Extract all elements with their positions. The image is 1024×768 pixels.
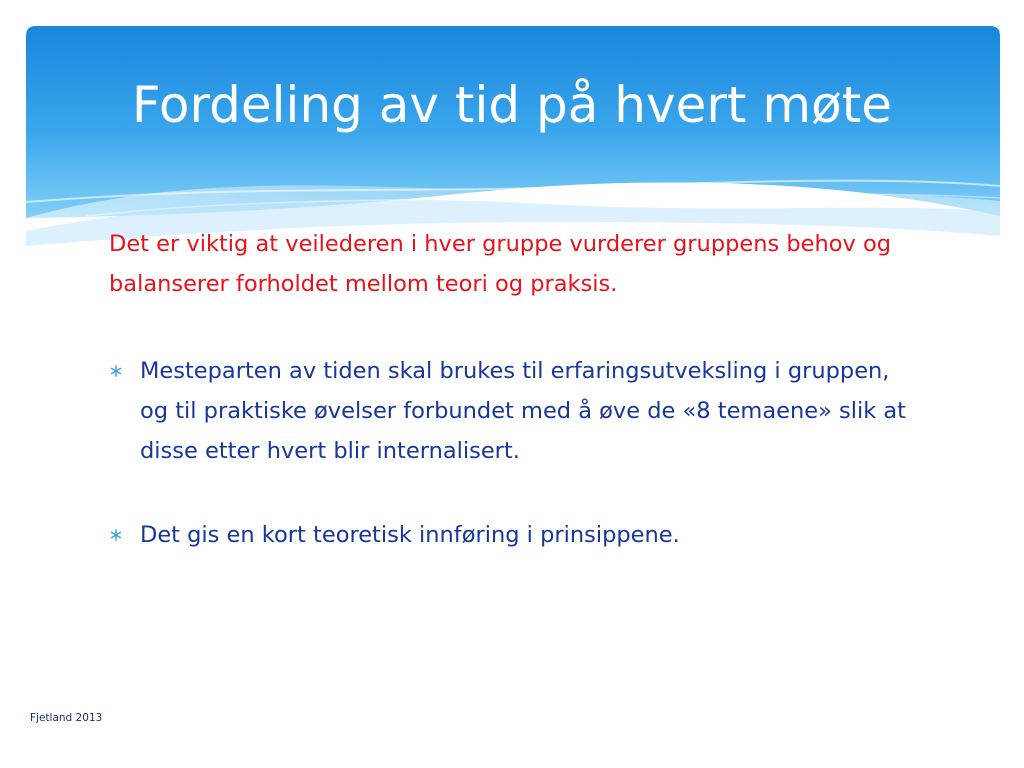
asterisk-bullet-icon bbox=[109, 351, 123, 391]
list-item bbox=[109, 351, 909, 471]
footer-text: Fjetland 2013 bbox=[30, 712, 103, 724]
bullet-list bbox=[109, 351, 909, 599]
intro-paragraph: Det er viktig at veilederen i hver gruppe vurderer gruppens behov og balanserer forholdet mellom teori og praksis. bbox=[109, 231, 892, 297]
title-banner bbox=[26, 26, 1000, 256]
bullet-text: Det gis en kort teoretisk innføring i prinsippene. bbox=[140, 522, 680, 548]
bullet-text: Mesteparten av tiden skal brukes til erfaringsutveksling i gruppen, og til praktiske øvelser forbundet med å øve de «8 temaene» slik at disse etter hvert blir internalisert. bbox=[140, 358, 906, 464]
asterisk-bullet-icon bbox=[109, 515, 123, 555]
slide-title: Fordeling av tid på hvert møte bbox=[131, 76, 893, 134]
wave-banner-graphic bbox=[26, 26, 1000, 256]
list-item bbox=[109, 515, 909, 555]
